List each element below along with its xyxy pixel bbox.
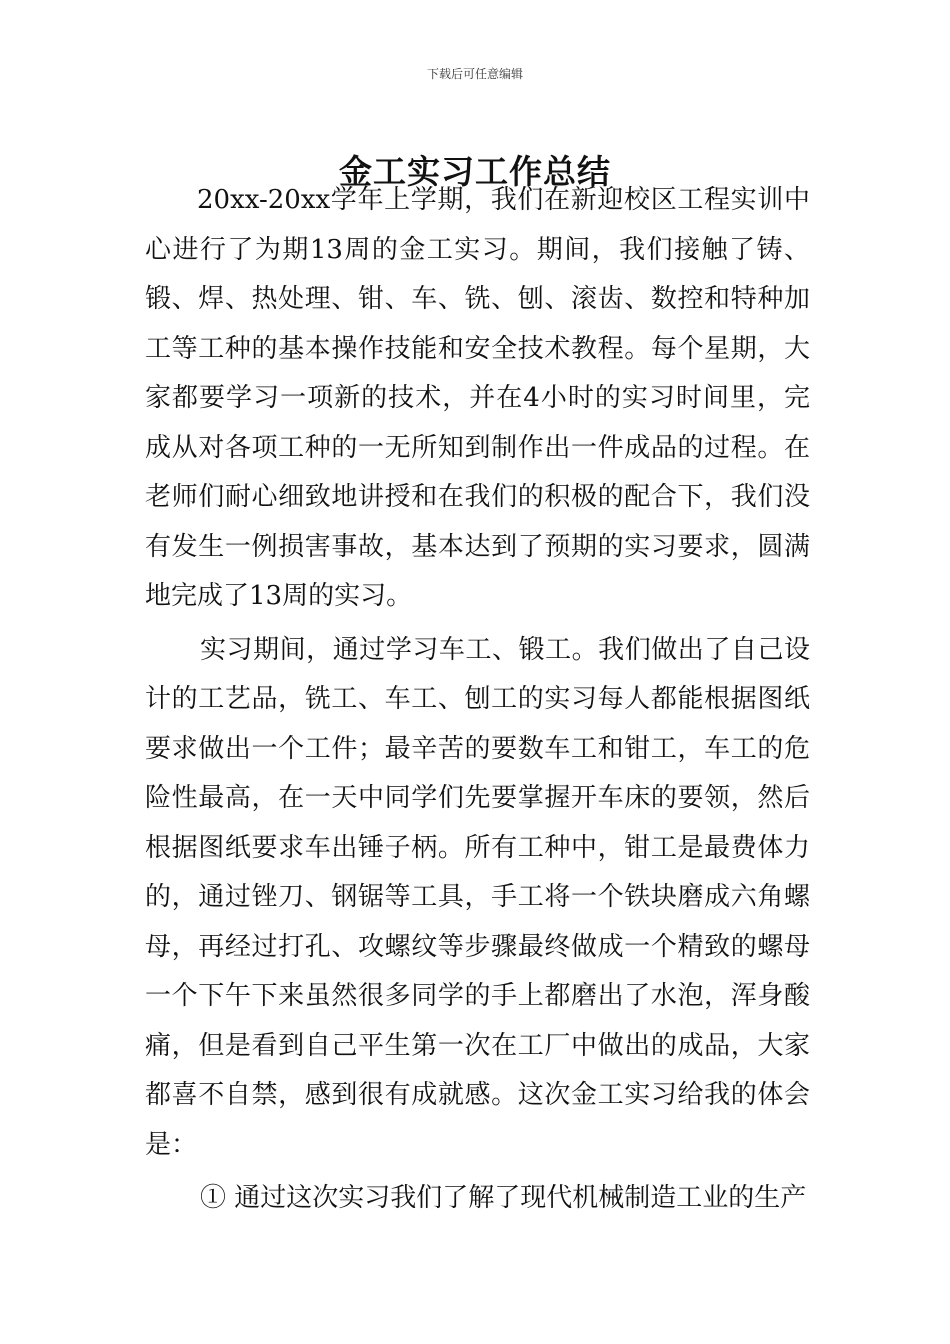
document-title: 金工实习工作总结 [339,152,611,192]
document-body [145,176,810,1224]
paragraph-3: ① 通过这次实习我们了解了现代机械制造工业的生产 [200,1183,807,1213]
header-note: 下载后可任意编辑 [426,67,523,81]
paragraph-2: 实习期间，通过学习车工、锻工。我们做出了自己设计的工艺品，铣工、车工、刨工的实习每人都能根据图纸要求做出一个工件；最辛苦的要数车工和钳工，车工的危险性最高，在一天中同学们先要掌握开车床的要领，然后根据图纸要求车出锤子柄。所有工种中，钳工是最费体力的，通过锉刀、钢锯等工具，手工将一个铁块磨成六角螺母，再经过打孔、攻螺纹等步骤最终做成一个精致的螺母一个下午下来虽然很多同学的手上都磨出了水泡，浑身酸痛，但是看到自己平生第一次在工厂中做出的成品，大家都喜不自禁，感到很有成就感。这次金工实习给我的体会是： [145,634,810,1160]
paragraph-1: 20xx-20xx学年上学期，我们在新迎校区工程实训中心进行了为期13周的金工实习。期间，我们接触了铸、锻、焊、热处理、钳、车、铣、刨、滚齿、数控和特种加工等工种的基本操作技能和安全技术教程。每个星期，大家都要学习一项新的技术，并在4小时的实习时间里，完成从对各项工种的一无所知到制作出一件成品的过程。在老师们耐心细致地讲授和在我们的积极的配合下，我们没有发生一例损害事故，基本达到了预期的实习要求，圆满地完成了13周的实习。 [145,185,810,611]
